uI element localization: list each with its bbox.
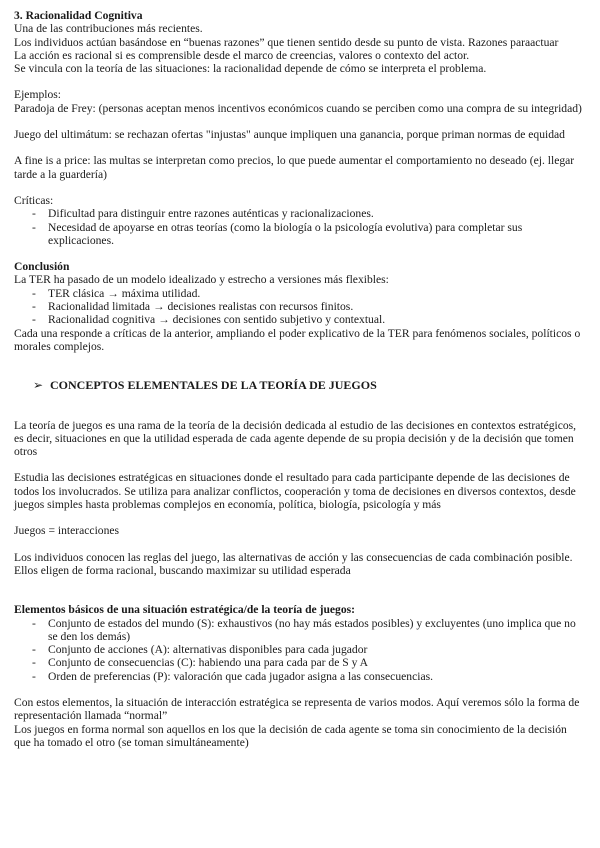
list-item-text: Conjunto de consecuencias (C): habiendo una para cada par de S y A [48,656,369,670]
paragraph: Estudia las decisiones estratégicas en situaciones donde el resultado para cada participante depende de las decisiones de todos los involucrados. Se utiliza para analizar conflictos, cooperación y toma de decisiones en diversos contextos, desde juegos simples hasta problemas complejos en economía, política, biología, psicología y más [14,471,576,512]
elements-title: Elementos básicos de una situación estratégica/de la teoría de juegos: [14,603,356,617]
list-item [14,656,586,669]
list-item [14,207,586,220]
list-item [14,643,586,656]
list-item-text: Racionalidad cognitiva → decisiones con sentido subjetivo y contextual. [48,313,386,327]
critiques-list [14,207,586,247]
paragraph: Los individuos conocen las reglas del juego, las alternativas de acción y las consecuencias de cada combinación posible. Ellos eligen de forma racional, buscando maximizar su utilidad esperada [14,550,573,577]
dash-bullet: - [32,313,36,327]
dash-bullet: - [32,616,36,630]
list-item-text: Racionalidad limitada → decisiones realistas con recursos finitos. [48,300,354,314]
dash-bullet: - [32,286,36,300]
dash-bullet: - [32,207,36,221]
conclusion-closing: Cada una responde a críticas de la anterior, ampliando el poder explicativo de la TER para fenómenos sociales, políticos o morales complejos. [14,326,581,353]
section-title-racionalidad-cognitiva: 3. Racionalidad Cognitiva [14,9,143,22]
body-line: Se vincula con la teoría de las situaciones: la racionalidad depende de cómo se interpreta el problema. [14,62,487,76]
heading-text: CONCEPTOS ELEMENTALES DE LA TEORÍA DE JUEGOS [50,378,377,393]
example-frey: Paradoja de Frey: (personas aceptan menos incentivos económicos cuando se perciben como una compra de su integridad) [14,101,582,115]
body-line: La acción es racional si es comprensible desde el marco de creencias, valores o contexto del actor. [14,48,470,62]
section-heading-teoria-de-juegos [14,379,586,392]
body-line: Los individuos actúan basándose en “buenas razones” que tienen sentido desde su punto de vista. Razones paraactuar [14,35,559,49]
dash-bullet: - [32,300,36,314]
dash-bullet: - [32,220,36,234]
conclusion-list [14,287,586,327]
list-item-text: Dificultad para distinguir entre razones auténticas y racionalizaciones. [48,207,374,221]
example-fine-is-a-price: A fine is a price: las multas se interpretan como precios, lo que puede aumentar el comportamiento no deseado (ej. llegar tarde a la guardería) [14,154,575,181]
paragraph: La teoría de juegos es una rama de la teoría de la decisión dedicada al estudio de las decisiones en contextos estratégicos, es decir, situaciones en que la utilidad esperada de cada agente depende de su propia decisión y de la decisión que tomen otros [14,418,577,459]
critiques-label: Críticas: [14,193,54,207]
list-item [14,300,586,313]
document-page [14,9,586,749]
list-item [14,287,586,300]
example-ultimatum: Juego del ultimátum: se rechazan ofertas "injustas" aunque impliquen una ganancia, porque priman normas de equidad [14,128,565,142]
list-item [14,221,586,248]
examples-label: Ejemplos: [14,88,62,102]
arrowhead-bullet-icon: ➢ [33,378,44,393]
paragraph: Con estos elementos, la situación de interacción estratégica se representa de varios modos. Aquí veremos sólo la forma de representación llamada “normal” [14,695,580,723]
conclusion-title: Conclusión [14,260,70,274]
paragraph: Los juegos en forma normal son aquellos en los que la decisión de cada agente se toma sin conocimiento de la decisión que ha tomado el otro (se toman simultáneamente) [14,722,567,749]
list-item-text: Necesidad de apoyarse en otras teorías (como la biología o la psicología evolutiva) para completar sus explicaciones. [48,220,523,247]
list-item [14,313,586,326]
elements-list [14,617,586,683]
list-item-text: Conjunto de acciones (A): alternativas disponibles para cada jugador [48,643,368,657]
dash-bullet: - [32,643,36,657]
dash-bullet: - [32,656,36,670]
conclusion-intro: La TER ha pasado de un modelo idealizado y estrecho a versiones más flexibles: [14,273,389,287]
list-item-text: TER clásica → máxima utilidad. [48,286,201,300]
list-item-text: Conjunto de estados del mundo (S): exhaustivos (no hay más estados posibles) y excluyentes (uno implica que no se den los demás) [48,616,576,643]
paragraph: Juegos = interacciones [14,524,120,538]
list-item [14,670,586,683]
body-line: Una de las contribuciones más recientes. [14,22,203,36]
list-item-text: Orden de preferencias (P): valoración que cada jugador asigna a las consecuencias. [48,669,433,683]
list-item [14,617,586,644]
dash-bullet: - [32,669,36,683]
